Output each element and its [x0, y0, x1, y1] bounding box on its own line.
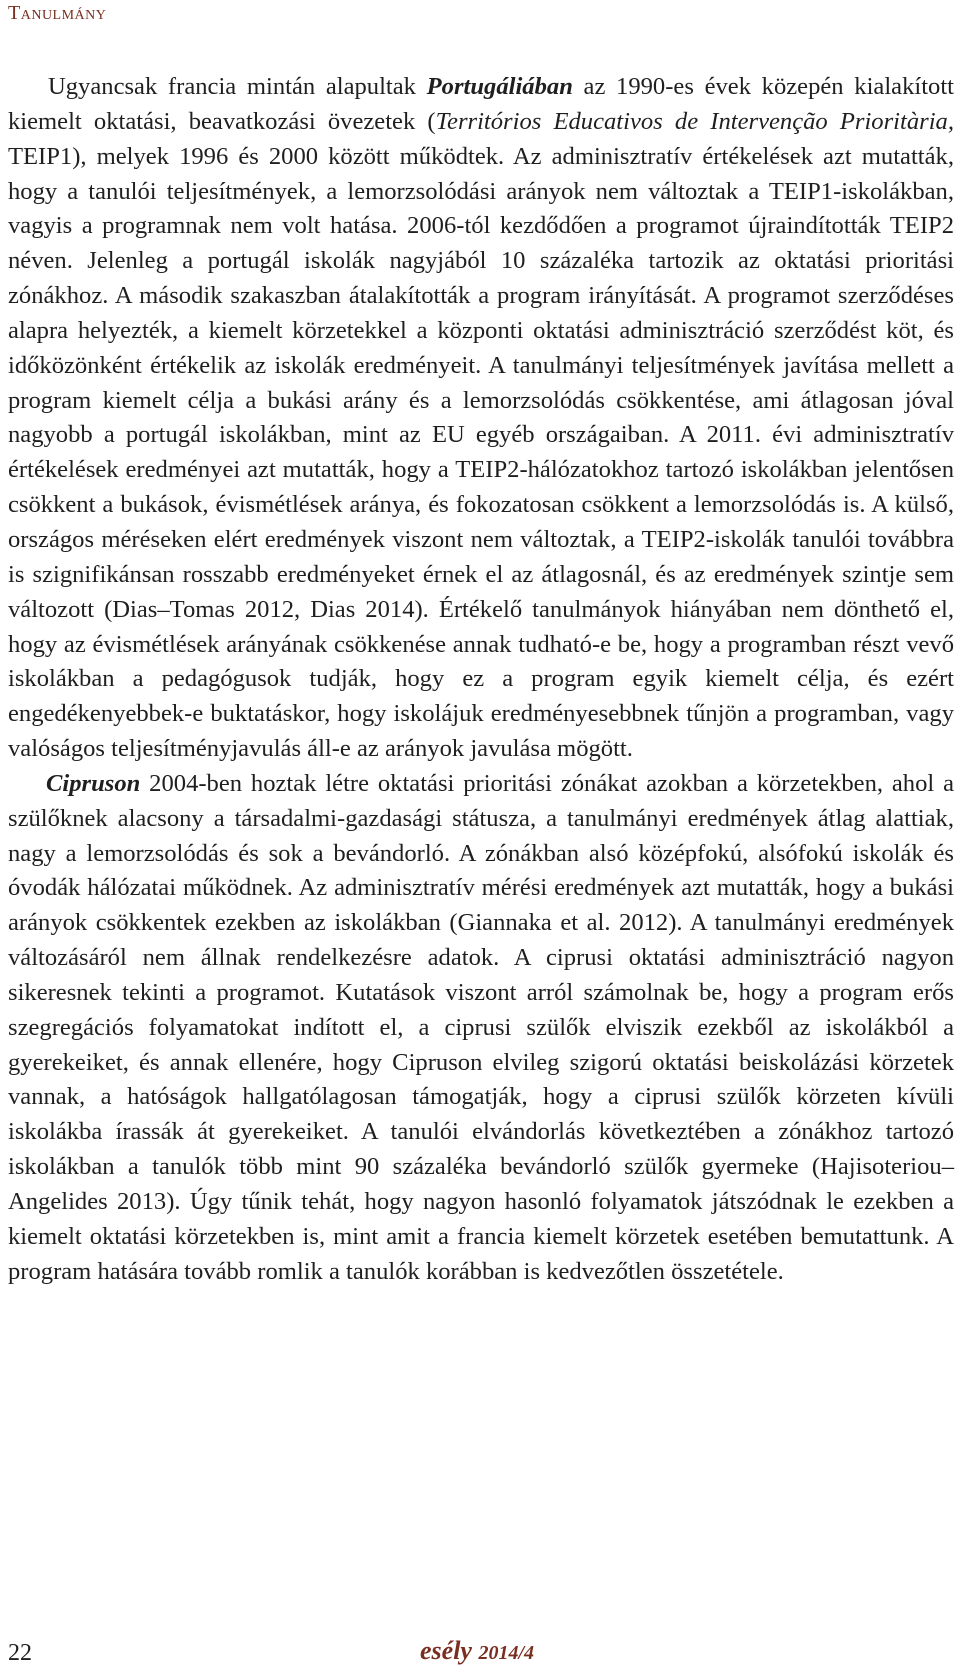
paragraph-portugal-text-3: TEIP1), melyek 1996 és 2000 között működtek. Az adminisztratív értékelések azt mutatták, hogy a tanulói teljesítmények, a lemorzsolódási arányok nem változtak a TEIP1-iskolákban, vagyis a programnak nem volt hatása. 2006-tól kezdődően a programot újraindították TEIP2 néven. Jelenleg a portugál iskolák nagyjából 10 százaléka tartozik az oktatási prioritási zónákhoz. A második szakaszban átalakították a program irányítását. A programot szerződéses alapra helyezték, a kiemelt körzetekkel a központi oktatási adminisztráció szerződést köt, és időközönként értékelik az iskolák eredményeit. A tanulmányi teljesítmények javítása mellett a program kiemelt célja a bukási arány és a lemorzsolódás csökkentése, ami átlagosan jóval nagyobb a portugál iskolákban, mint az EU egyéb országaiban. A 2011. évi adminisztratív értékelések eredményei azt mutatták, hogy a TEIP2-hálózatokhoz tartozó iskolákban jelentősen csökkent a bukások, évismétlések aránya, és fokozatosan csökkent a lemorzsolódás is. A külső, országos méréseken elért eredmények viszont nem változtak, a TEIP2-iskolák tanulói továbbra is szignifikánsan rosszabb eredményeket érnek el az átlagosnál, és az eredmények szintje sem változott (Dias–Tomas 2012, Dias 2014). Értékelő tanulmányok hiányában nem dönthető el, hogy az évismétlések arányának csökkenése annak tudható-e be, hogy a programban részt vevő iskolákban a pedagógusok tudják, hogy ez a program egyik kiemelt célja, és ezért engedékenyebbek-e buktatáskor, hogy iskolájuk eredményesebbnek tűnjön a programban, vagy valóságos teljesítményjavulás áll-e az arányok javulása mögött. — [8, 142, 954, 763]
paragraph-portugal-text-2: az 1990-es évek közepén kialakított kiemelt oktatási, beavatkozási övezetek ( — [8, 73, 954, 135]
page-number: 22 — [8, 1640, 32, 1666]
article-body — [8, 70, 954, 1290]
journal-issue: 2014/4 — [478, 1642, 535, 1664]
paragraph-cyprus — [8, 767, 954, 1290]
section-header: Tanulmány — [8, 2, 107, 24]
country-portugal: Portugáliában — [426, 73, 573, 100]
paragraph-portugal — [8, 70, 954, 767]
country-cyprus: Cipruson — [46, 769, 141, 797]
journal-footer — [420, 1636, 534, 1666]
journal-name: esély — [420, 1636, 472, 1665]
program-name-italic: Territórios Educativos de Intervenção Prioritària, — [435, 107, 954, 135]
paragraph-portugal-text-1: Ugyancsak francia mintán alapultak — [48, 73, 427, 100]
paragraph-cyprus-text: 2004-ben hoztak létre oktatási prioritási zónákat azokban a körzetekben, ahol a szülőknek alacsony a társadalmi-gazdasági státusza, a tanulmányi eredmények átlag alattiak, nagy a lemorzsolódás és sok a bevándorló. A zónákban alsó középfokú, alsófokú iskolák és óvodák hálózatai működnek. Az adminisztratív mérési eredmények azt mutatták, hogy a bukási arányok csökkentek ezekben az iskolákban (Giannaka et al. 2012). A tanulmányi eredmények változásáról nem állnak rendelkezésre adatok. A ciprusi oktatási adminisztráció nagyon sikeresnek tekinti a programot. Kutatások viszont arról számolnak be, hogy a program erős szegregációs folyamatokat indított el, a ciprusi szülők elviszik ezekből az iskolákból a gyerekeiket, és annak ellenére, hogy Cipruson elvileg szigorú oktatási beiskolázási körzetek vannak, a hatóságok hallgatólagosan támogatják, hogy a ciprusi szülők körzeten kívüli iskolákba írassák át gyerekeiket. A tanulói elvándorlás következtében a zónákhoz tartozó iskolákban a tanulók több mint 90 százaléka bevándorló szülők gyermeke (Hajisoteriou–Angelides 2013). Úgy tűnik tehát, hogy nagyon hasonló folyamatok játszódnak le ezekben a kiemelt oktatási körzetekben is, mint amit a francia kiemelt körzetek esetében bemutattunk. A program hatására tovább romlik a tanulók korábban is kedvezőtlen összetétele. — [8, 769, 954, 1285]
